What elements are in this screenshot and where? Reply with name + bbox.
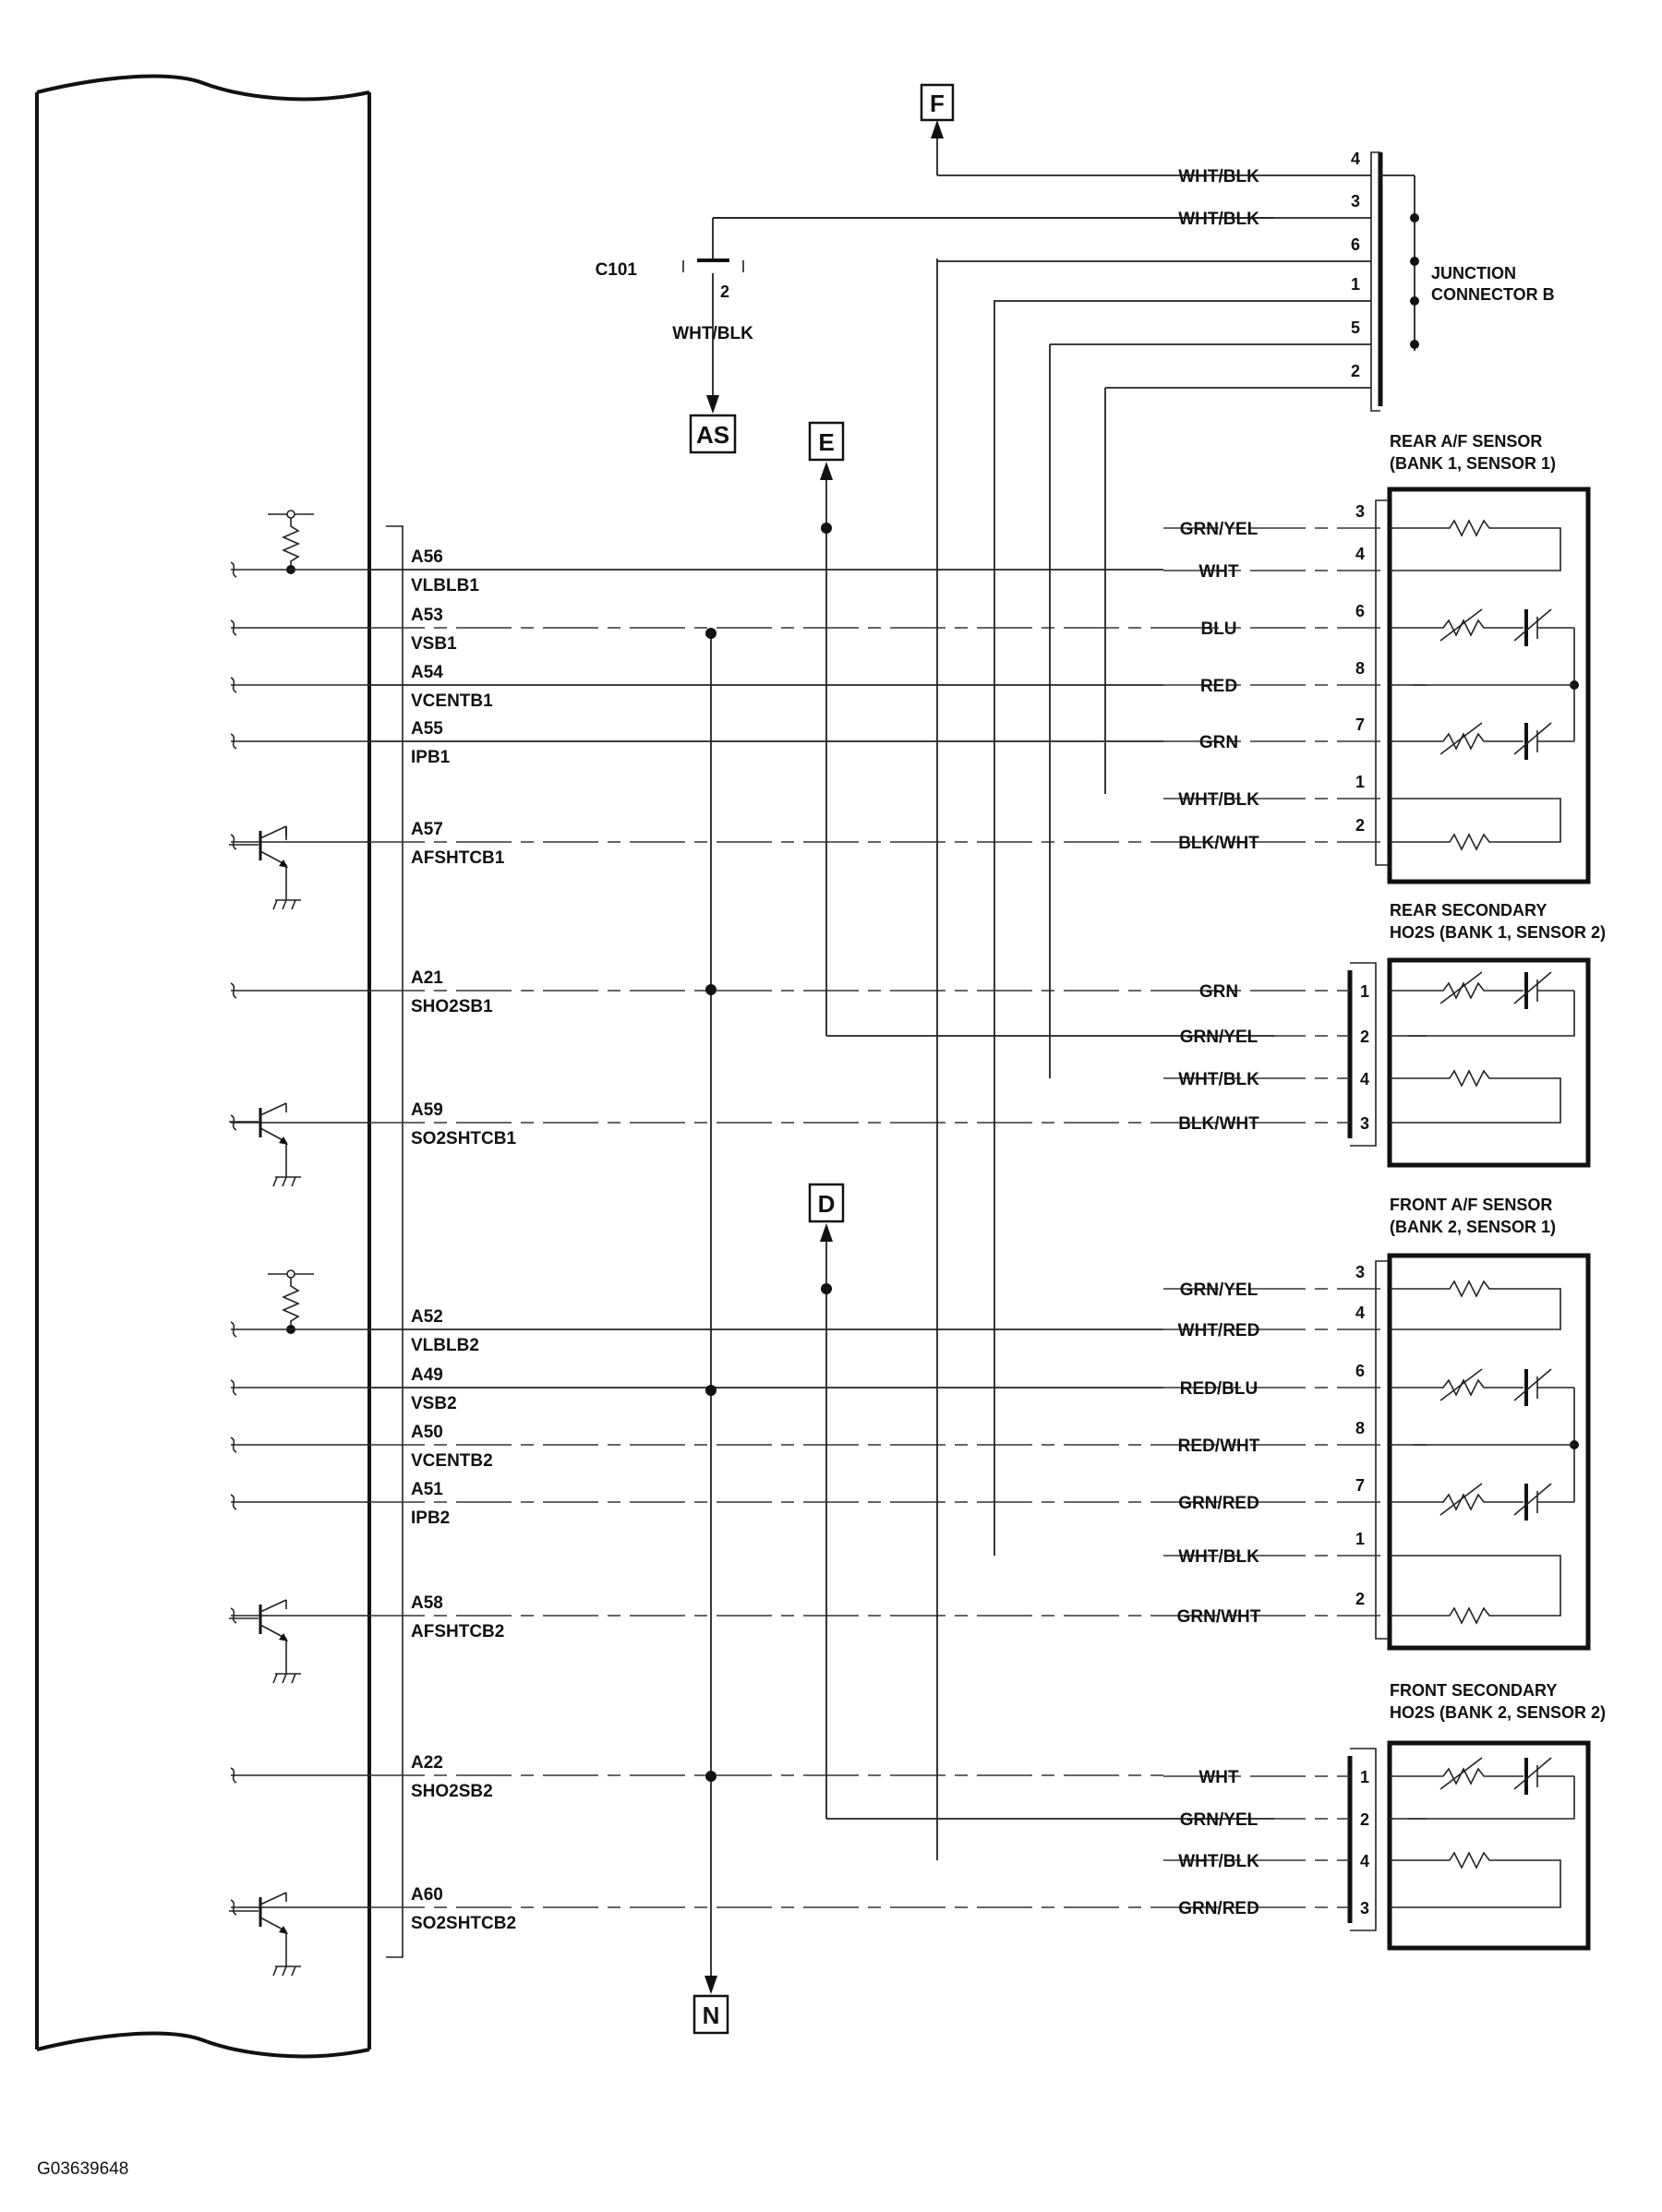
ecm-stub (231, 835, 369, 849)
sensor-wire-color: GRN (1198, 733, 1239, 752)
connector-d (810, 1184, 843, 1221)
svg-text:AS: AS (695, 421, 730, 449)
svg-text:JUNCTION: JUNCTION (1431, 264, 1517, 283)
ecm-signal-name: AFSHTCB2 (411, 1622, 505, 1641)
cell-return (1408, 991, 1574, 1036)
sensor-wire-color: WHT (1198, 1768, 1239, 1787)
ecm-stub (231, 1900, 369, 1915)
sensor-pin: 4 (1359, 1852, 1370, 1870)
ecm-stub (231, 1608, 369, 1623)
sensor-wire-color: GRN/YEL (1179, 1028, 1259, 1047)
sensor-wire-color: BLK/WHT (1178, 1114, 1259, 1134)
sensor-title: REAR A/F SENSOR (1390, 432, 1543, 451)
ecm-stub (231, 1437, 369, 1452)
ecm-signal-name: VCENTB2 (411, 1451, 493, 1471)
sensing-resistor (1427, 734, 1524, 749)
svg-text:N: N (702, 2002, 720, 2029)
sensor-title: (BANK 1, SENSOR 1) (1390, 454, 1557, 473)
sensor-wire-color: WHT (1198, 562, 1239, 582)
sensor-pin: 6 (1355, 602, 1365, 620)
sensor-pin: 2 (1355, 816, 1365, 835)
sensor-box (1390, 1743, 1588, 1948)
ecm-stub (231, 734, 369, 749)
transistor-driver-afshtcb1 (229, 826, 301, 909)
ecm-stub (231, 678, 369, 692)
sensor-wire-color: RED (1199, 677, 1238, 696)
heater-resistor (1427, 1281, 1560, 1329)
transistor-driver-so2shtcb1 (229, 1103, 301, 1186)
sensor-wire-color: WHT/BLK (1178, 1852, 1259, 1871)
sensor-pin: 3 (1355, 1263, 1365, 1281)
connector-f (921, 85, 953, 120)
variable-arrow (1514, 972, 1551, 1004)
junction-pin: 2 (1350, 362, 1360, 380)
ecm-signal-name: VSB1 (411, 634, 457, 654)
svg-text:E: E (818, 428, 835, 456)
connector-n (694, 1996, 728, 2033)
ecm-pin-number: A54 (411, 663, 443, 682)
pullup-resistor-bank1 (268, 511, 314, 574)
pullup-resistor-bank2 (268, 1270, 314, 1334)
wires (369, 570, 1163, 1907)
sensor-title: FRONT SECONDARY (1390, 1681, 1558, 1700)
ecm-stub (231, 620, 369, 635)
heater-resistor (1427, 799, 1560, 849)
svg-text:WHT/BLK: WHT/BLK (672, 324, 753, 343)
ecm-pin-number: A58 (411, 1593, 443, 1613)
sensor-wire-color: GRN/YEL (1179, 520, 1259, 539)
sensor-4 (1163, 1681, 1606, 1948)
sensing-resistor (1427, 983, 1524, 998)
sensor-wire-color: WHT/BLK (1178, 790, 1259, 810)
ecm-signal-name: VCENTB1 (411, 691, 493, 711)
sensor-pin: 1 (1359, 982, 1370, 1001)
sensing-resistor (1427, 1495, 1524, 1509)
junction-pin: 1 (1350, 275, 1360, 294)
ecm-stub (231, 562, 369, 577)
heater-resistor (1427, 1853, 1560, 1907)
ecm-pin-number: A52 (411, 1307, 443, 1327)
variable-arrow (1514, 1369, 1551, 1401)
ecm-pin-number: A49 (411, 1365, 443, 1385)
sensor-wire-color: RED/BLU (1179, 1379, 1259, 1399)
sensor-3 (1163, 1196, 1588, 1648)
ecm-pin-number: A51 (411, 1480, 443, 1499)
sensor-title: (BANK 2, SENSOR 1) (1390, 1218, 1557, 1236)
ecm-signal-name: SHO2SB1 (411, 997, 493, 1016)
sensor-title: HO2S (BANK 2, SENSOR 2) (1390, 1703, 1607, 1722)
connector-as (691, 415, 735, 452)
sensing-resistor (1427, 1380, 1524, 1395)
sensor-pin: 8 (1355, 1419, 1365, 1437)
variable-arrow (1514, 723, 1551, 754)
sensor-pin: 7 (1355, 1476, 1365, 1495)
ecm-pin-number: A57 (411, 820, 443, 839)
ecm-stub (231, 1380, 369, 1395)
sensor-wire-color: RED/WHT (1177, 1437, 1260, 1456)
ecm-signal-name: IPB1 (411, 748, 451, 767)
ecm-signal-name: VSB2 (411, 1394, 457, 1413)
variable-arrow (1514, 1484, 1551, 1515)
cell-return (1408, 1776, 1574, 1819)
sensor-pin: 1 (1359, 1768, 1370, 1786)
transistor-driver-so2shtcb2 (229, 1893, 301, 1976)
sensor-pin: 3 (1355, 502, 1365, 521)
figure-id: G03639648 (37, 2159, 129, 2179)
sensor-pin: 4 (1355, 1304, 1365, 1322)
sensor-pin: 7 (1355, 715, 1365, 734)
svg-text:C101: C101 (595, 260, 637, 280)
connector-c101 (596, 260, 753, 343)
ecm-stub (231, 1768, 369, 1783)
sensor-pin: 1 (1355, 1530, 1365, 1548)
sensor-wire-color: WHT/RED (1177, 1321, 1260, 1340)
sensor-wire-color: GRN/YEL (1179, 1810, 1259, 1830)
ecm-pin-number: A21 (411, 968, 443, 988)
ecm-pin-number: A22 (411, 1753, 443, 1773)
ecm-stub (231, 983, 369, 998)
sensor-connector-bracket (1376, 500, 1388, 865)
ecm-stub (231, 1495, 369, 1509)
ecm-signal-name: VLBLB1 (411, 576, 479, 595)
ecm-internal-stubs (231, 562, 369, 1915)
junction-pin: 6 (1350, 235, 1360, 254)
variable-arrow (1514, 609, 1551, 641)
ecm-signal-name: IPB2 (411, 1509, 451, 1528)
sensor-wire-color: GRN/YEL (1179, 1280, 1259, 1300)
sensor-wire-color: GRN (1198, 982, 1239, 1002)
sensor-pin: 4 (1355, 545, 1365, 563)
sensor-connector-bracket (1376, 1261, 1388, 1639)
ecm-body (37, 77, 403, 2057)
sensor-pin: 3 (1359, 1114, 1370, 1133)
sensor-pin: 4 (1359, 1070, 1370, 1088)
junction-pin: 3 (1350, 192, 1360, 210)
ecm-stub (231, 1322, 369, 1337)
sensor-1 (1163, 432, 1588, 882)
ecm-pin-number: A60 (411, 1885, 443, 1905)
ecm-stub (231, 1115, 369, 1130)
sensing-resistor (1427, 1769, 1524, 1784)
sensor-pin: 6 (1355, 1362, 1365, 1380)
ecm-pin-number: A50 (411, 1423, 443, 1442)
sensor-pin: 8 (1355, 659, 1365, 678)
ecm-pin-number: A59 (411, 1100, 443, 1120)
svg-text:D: D (817, 1190, 836, 1218)
transistor-driver-afshtcb2 (229, 1600, 301, 1683)
junction-pin: 4 (1350, 150, 1360, 168)
heater-resistor (1427, 1556, 1560, 1623)
ecm-signal-name: SO2SHTCB2 (411, 1914, 517, 1933)
sensor-wire-color: GRN/RED (1178, 1899, 1259, 1918)
sensor-box (1390, 1256, 1588, 1648)
sensor-wire-color: BLK/WHT (1178, 834, 1259, 853)
sensor-wire-color: WHT/BLK (1178, 1547, 1259, 1567)
sensor-wire-color: GRN/RED (1178, 1494, 1259, 1513)
sensor-pin: 3 (1359, 1899, 1370, 1917)
ecm-signal-name: AFSHTCB1 (411, 848, 505, 868)
sensing-resistor (1427, 620, 1524, 635)
svg-text:2: 2 (720, 283, 730, 301)
sensor-title: HO2S (BANK 1, SENSOR 2) (1390, 923, 1607, 942)
sensor-pin: 1 (1355, 773, 1365, 791)
junction-connector-b (713, 150, 1555, 411)
sensor-title: REAR SECONDARY (1390, 901, 1548, 920)
heater-resistor (1427, 521, 1560, 571)
junction-wire-color: WHT/BLK (1178, 167, 1259, 186)
sensor-2 (1163, 901, 1606, 1165)
sensor-wire-color: BLU (1200, 619, 1237, 639)
ecm-signal-name: SHO2SB2 (411, 1782, 493, 1801)
variable-arrow (1514, 1758, 1551, 1789)
sensor-pin: 2 (1355, 1590, 1365, 1608)
ecm-pin-number: A56 (411, 547, 443, 567)
sensor-wire-color: GRN/WHT (1176, 1607, 1261, 1627)
ecm-signal-name: SO2SHTCB1 (411, 1129, 517, 1148)
ecm-pin-number: A55 (411, 719, 443, 739)
ecm-pin-labels (411, 547, 516, 1933)
ecm-pin-number: A53 (411, 606, 443, 625)
junction-wire-color: WHT/BLK (1178, 210, 1259, 229)
ecm-signal-name: VLBLB2 (411, 1336, 479, 1355)
svg-text:CONNECTOR B: CONNECTOR B (1431, 285, 1555, 304)
sensor-title: FRONT A/F SENSOR (1390, 1196, 1553, 1214)
sensor-wire-color: WHT/BLK (1178, 1070, 1259, 1089)
sensor-pin: 2 (1359, 1028, 1370, 1046)
junction-pin: 5 (1350, 319, 1360, 337)
heater-resistor (1427, 1071, 1560, 1123)
svg-text:F: F (930, 90, 945, 117)
sensor-pin: 2 (1359, 1810, 1370, 1829)
vertical-buses (683, 120, 1274, 1994)
sensors (1163, 432, 1606, 1948)
connector-e (810, 423, 843, 460)
